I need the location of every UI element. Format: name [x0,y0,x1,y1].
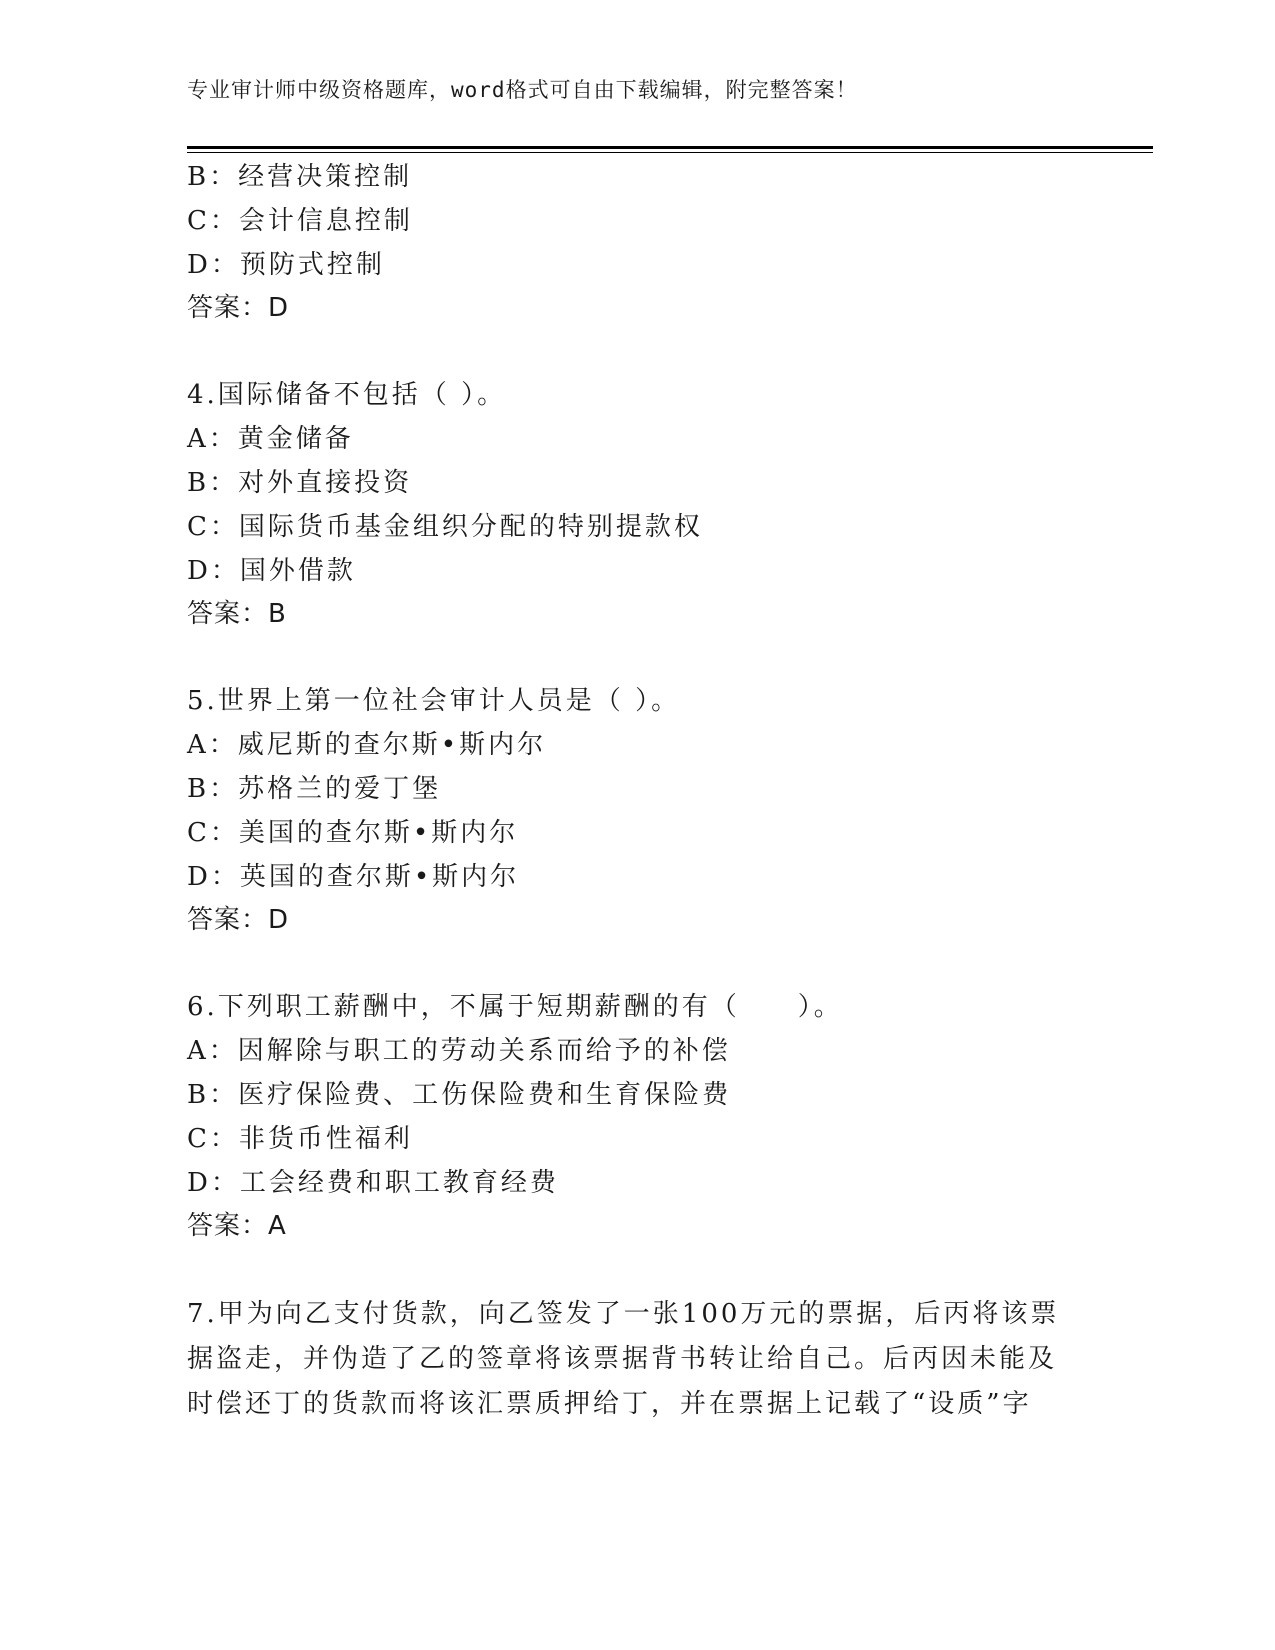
q3-option-c: C：会计信息控制 [187,206,413,236]
q6-option-b: B：医疗保险费、工伤保险费和生育保险费 [187,1080,732,1110]
q4-stem: 4.国际储备不包括（ ）。 [187,380,507,410]
header-rule-thick [187,146,1153,149]
q4-option-a: A：黄金储备 [187,424,354,454]
q7-stem-line: 7.甲为向乙支付货款，向乙签发了一张100万元的票据，后丙将该票 [187,1299,1060,1329]
q6-option-c: C：非货币性福利 [187,1124,413,1154]
q5-option-a: A：威尼斯的查尔斯•斯内尔 [187,730,547,760]
q3-option-b: B：经营决策控制 [187,162,413,192]
q5-option-d: D：英国的查尔斯•斯内尔 [187,862,520,892]
q6-answer: 答案：A [187,1211,287,1241]
q7-stem-line: 据盗走，并伪造了乙的签章将该票据背书转让给自己。后丙因未能及 [187,1344,1058,1374]
q7-stem-line: 时偿还丁的货款而将该汇票质押给丁，并在票据上记载了“设质”字 [187,1389,1032,1419]
q5-option-c: C：美国的查尔斯•斯内尔 [187,818,519,848]
q5-option-b: B：苏格兰的爱丁堡 [187,774,442,804]
q4-option-c: C：国际货币基金组织分配的特别提款权 [187,512,703,542]
header-rule-thin [187,152,1153,153]
page-header: 专业审计师中级资格题库，word格式可自由下载编辑，附完整答案！ [187,78,858,102]
q3-option-d: D：预防式控制 [187,250,385,280]
q4-answer: 答案：B [187,599,287,629]
q3-answer: 答案：D [187,293,290,323]
q4-option-b: B：对外直接投资 [187,468,413,498]
q6-stem: 6.下列职工薪酬中，不属于短期薪酬的有（ ）。 [187,992,843,1022]
q6-option-d: D：工会经费和职工教育经费 [187,1168,559,1198]
q6-option-a: A：因解除与职工的劳动关系而给予的补偿 [187,1036,731,1066]
q4-option-d: D：国外借款 [187,556,356,586]
q7-stem [187,1292,1067,1427]
q5-stem: 5.世界上第一位社会审计人员是（ ）。 [187,686,681,716]
q5-answer: 答案：D [187,905,290,935]
